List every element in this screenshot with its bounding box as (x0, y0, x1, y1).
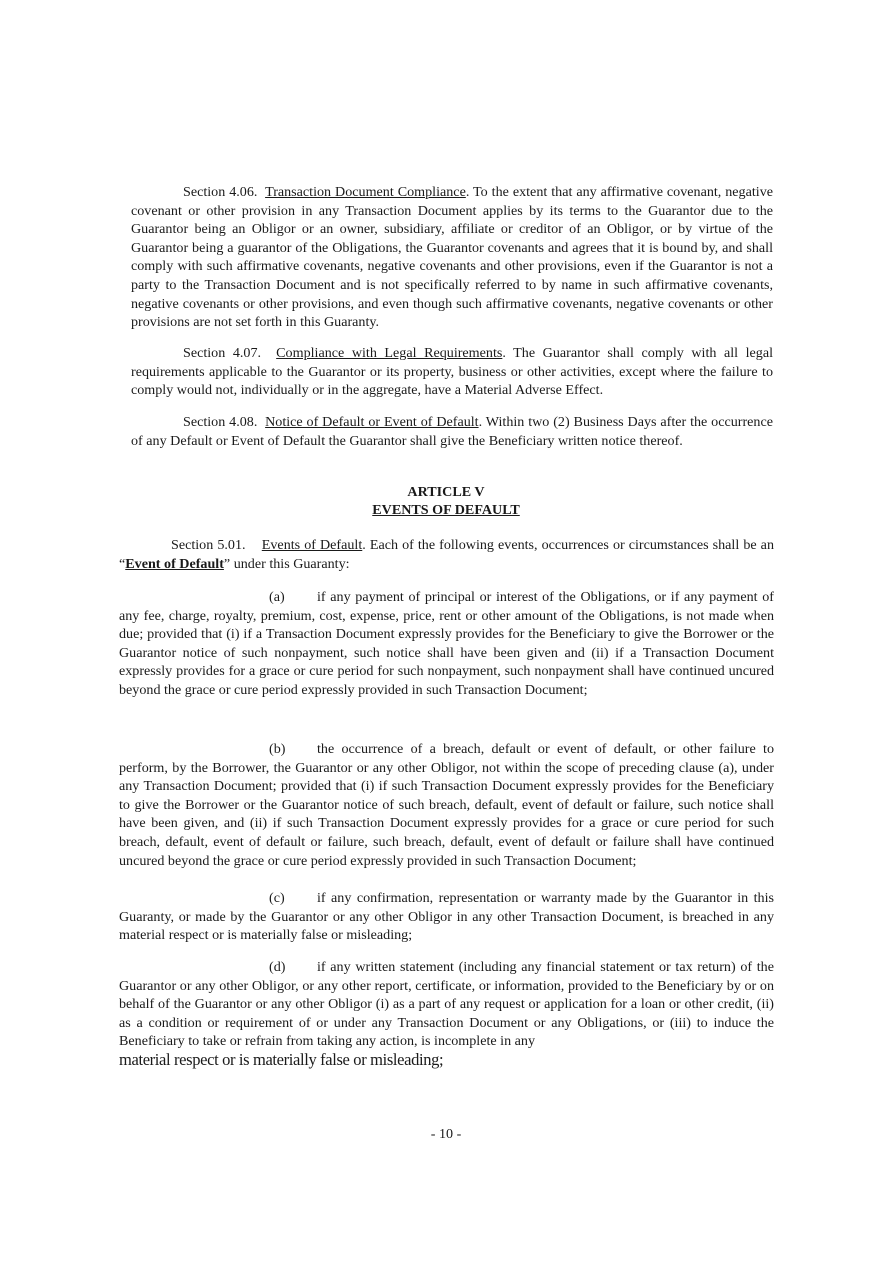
section-4-07-body: . The Guarantor shall comply with all legal requirements applicable to the Guarantor or its property, business or other activities, except where the failure to comply would not, individually or in the aggregate, have a Material Adverse Effect. (131, 345, 774, 399)
clause-c-paragraph (119, 889, 774, 945)
section-4-07-number: Section 4.07. (183, 345, 262, 361)
article-title: EVENTS OF DEFAULT (372, 502, 520, 518)
clause-c-label: (c) (269, 890, 285, 906)
clause-d-last-line: material respect or is materially false or misleading; (119, 1049, 444, 1069)
section-5-01-outro: ” under this Guaranty: (223, 555, 350, 572)
clause-d-text: if any written statement (including any financial statement or tax return) of the Guarantor or any other Obligor, or any other report, certificate, or information, provided to the Beneficiary by or on behalf of the Guarantor or any other Obligor (i) as a part of any request or application for a loan or other credit, (ii) as a condition or requirement of or under any Transaction Document or any Obligations, or (iii) to induce the Beneficiary to take or refrain from taking any action, is incomplete in any (119, 959, 774, 1050)
section-4-06-number: Section 4.06. (183, 184, 258, 200)
section-4-07-title: Compliance with Legal Requirements (276, 345, 503, 361)
section-5-01-intro: . Each of the following events, occurrences or circumstances shall be an “ (119, 537, 774, 572)
article-number: ARTICLE V (407, 484, 485, 500)
section-4-06-title: Transaction Document Compliance (265, 184, 466, 200)
article-heading (0, 483, 892, 519)
section-4-06-paragraph (131, 183, 773, 332)
section-4-06-body: . To the extent that any affirmative covenant, negative covenant or other provision in any Transaction Document applies by its terms to the Guarantor due to the Guarantor being an Obligor or an owner, subsidiary, affiliate or creditor of an Obligor, or by virtue of the Guarantor being a guarantor of the Obligations, the Guarantor covenants and agrees that it is bound by, and shall comply with such affirmative covenants, negative covenants and other provisions, even if the Guarantor is not a party to the Transaction Document and is not specifically referred to by name in such affirmative covenants, negative covenants or other provisions, and even though such affirmative covenants, negative covenants or other provisions are not set forth in this Guaranty. (131, 184, 773, 331)
section-4-08-paragraph (131, 413, 773, 450)
section-4-08-title: Notice of Default or Event of Default (265, 414, 479, 430)
clause-b-text: the occurrence of a breach, default or event of default, or other failure to perform, by the Borrower, the Guarantor or any other Obligor, not within the scope of preceding clause (a), under any Transaction Document; provided that (i) if such Transaction Document expressly provides for the Beneficiary to give the Borrower or the Guarantor notice of such breach, default, event of default or failure, such notice shall have been given, and (ii) if such Transaction Document expressly provides for a grace or cure period for such breach, default, event of default or failure, such breach, default, event of default or failure shall have continued uncured beyond the grace or cure period expressly provided in such Transaction Document; (119, 741, 774, 869)
section-4-07-paragraph (131, 344, 773, 400)
clause-b-paragraph (119, 740, 774, 870)
clause-a-paragraph (119, 588, 774, 700)
section-4-08-body: . Within two (2) Business Days after the occurrence of any Default or Event of Default the Guarantor shall give the Beneficiary written notice thereof. (131, 414, 773, 449)
clause-d-label: (d) (269, 959, 286, 975)
section-5-01-title: Events of Default (261, 537, 363, 553)
clause-d-paragraph (119, 958, 774, 1071)
section-5-01-paragraph (119, 536, 774, 573)
clause-c-text: if any confirmation, representation or warranty made by the Guarantor in this Guaranty, or made by the Guarantor or any other Obligor in any other Transaction Document, is breached in any material respect or is materially false or misleading; (119, 890, 774, 944)
section-4-08-number: Section 4.08. (183, 414, 258, 430)
defined-term-event-of-default: Event of Default (125, 555, 224, 572)
clause-a-label: (a) (269, 589, 285, 605)
clause-a-text: if any payment of principal or interest of the Obligations, or if any payment of any fee, charge, royalty, premium, cost, expense, price, rent or other amount of the Obligations, is not made when due; provided that (i) if a Transaction Document expressly provides for the Beneficiary to give the Borrower or the Guarantor notice of such nonpayment, such notice shall have been given and (ii) if a Transaction Document expressly provides for a grace or cure period for such nonpayment, such nonpayment shall have continued uncured beyond the grace or cure period expressly provided in such Transaction Document; (119, 589, 774, 698)
page-number: - 10 - (430, 1126, 462, 1142)
clause-b-label: (b) (269, 741, 286, 757)
section-5-01-number: Section 5.01. (171, 537, 246, 553)
